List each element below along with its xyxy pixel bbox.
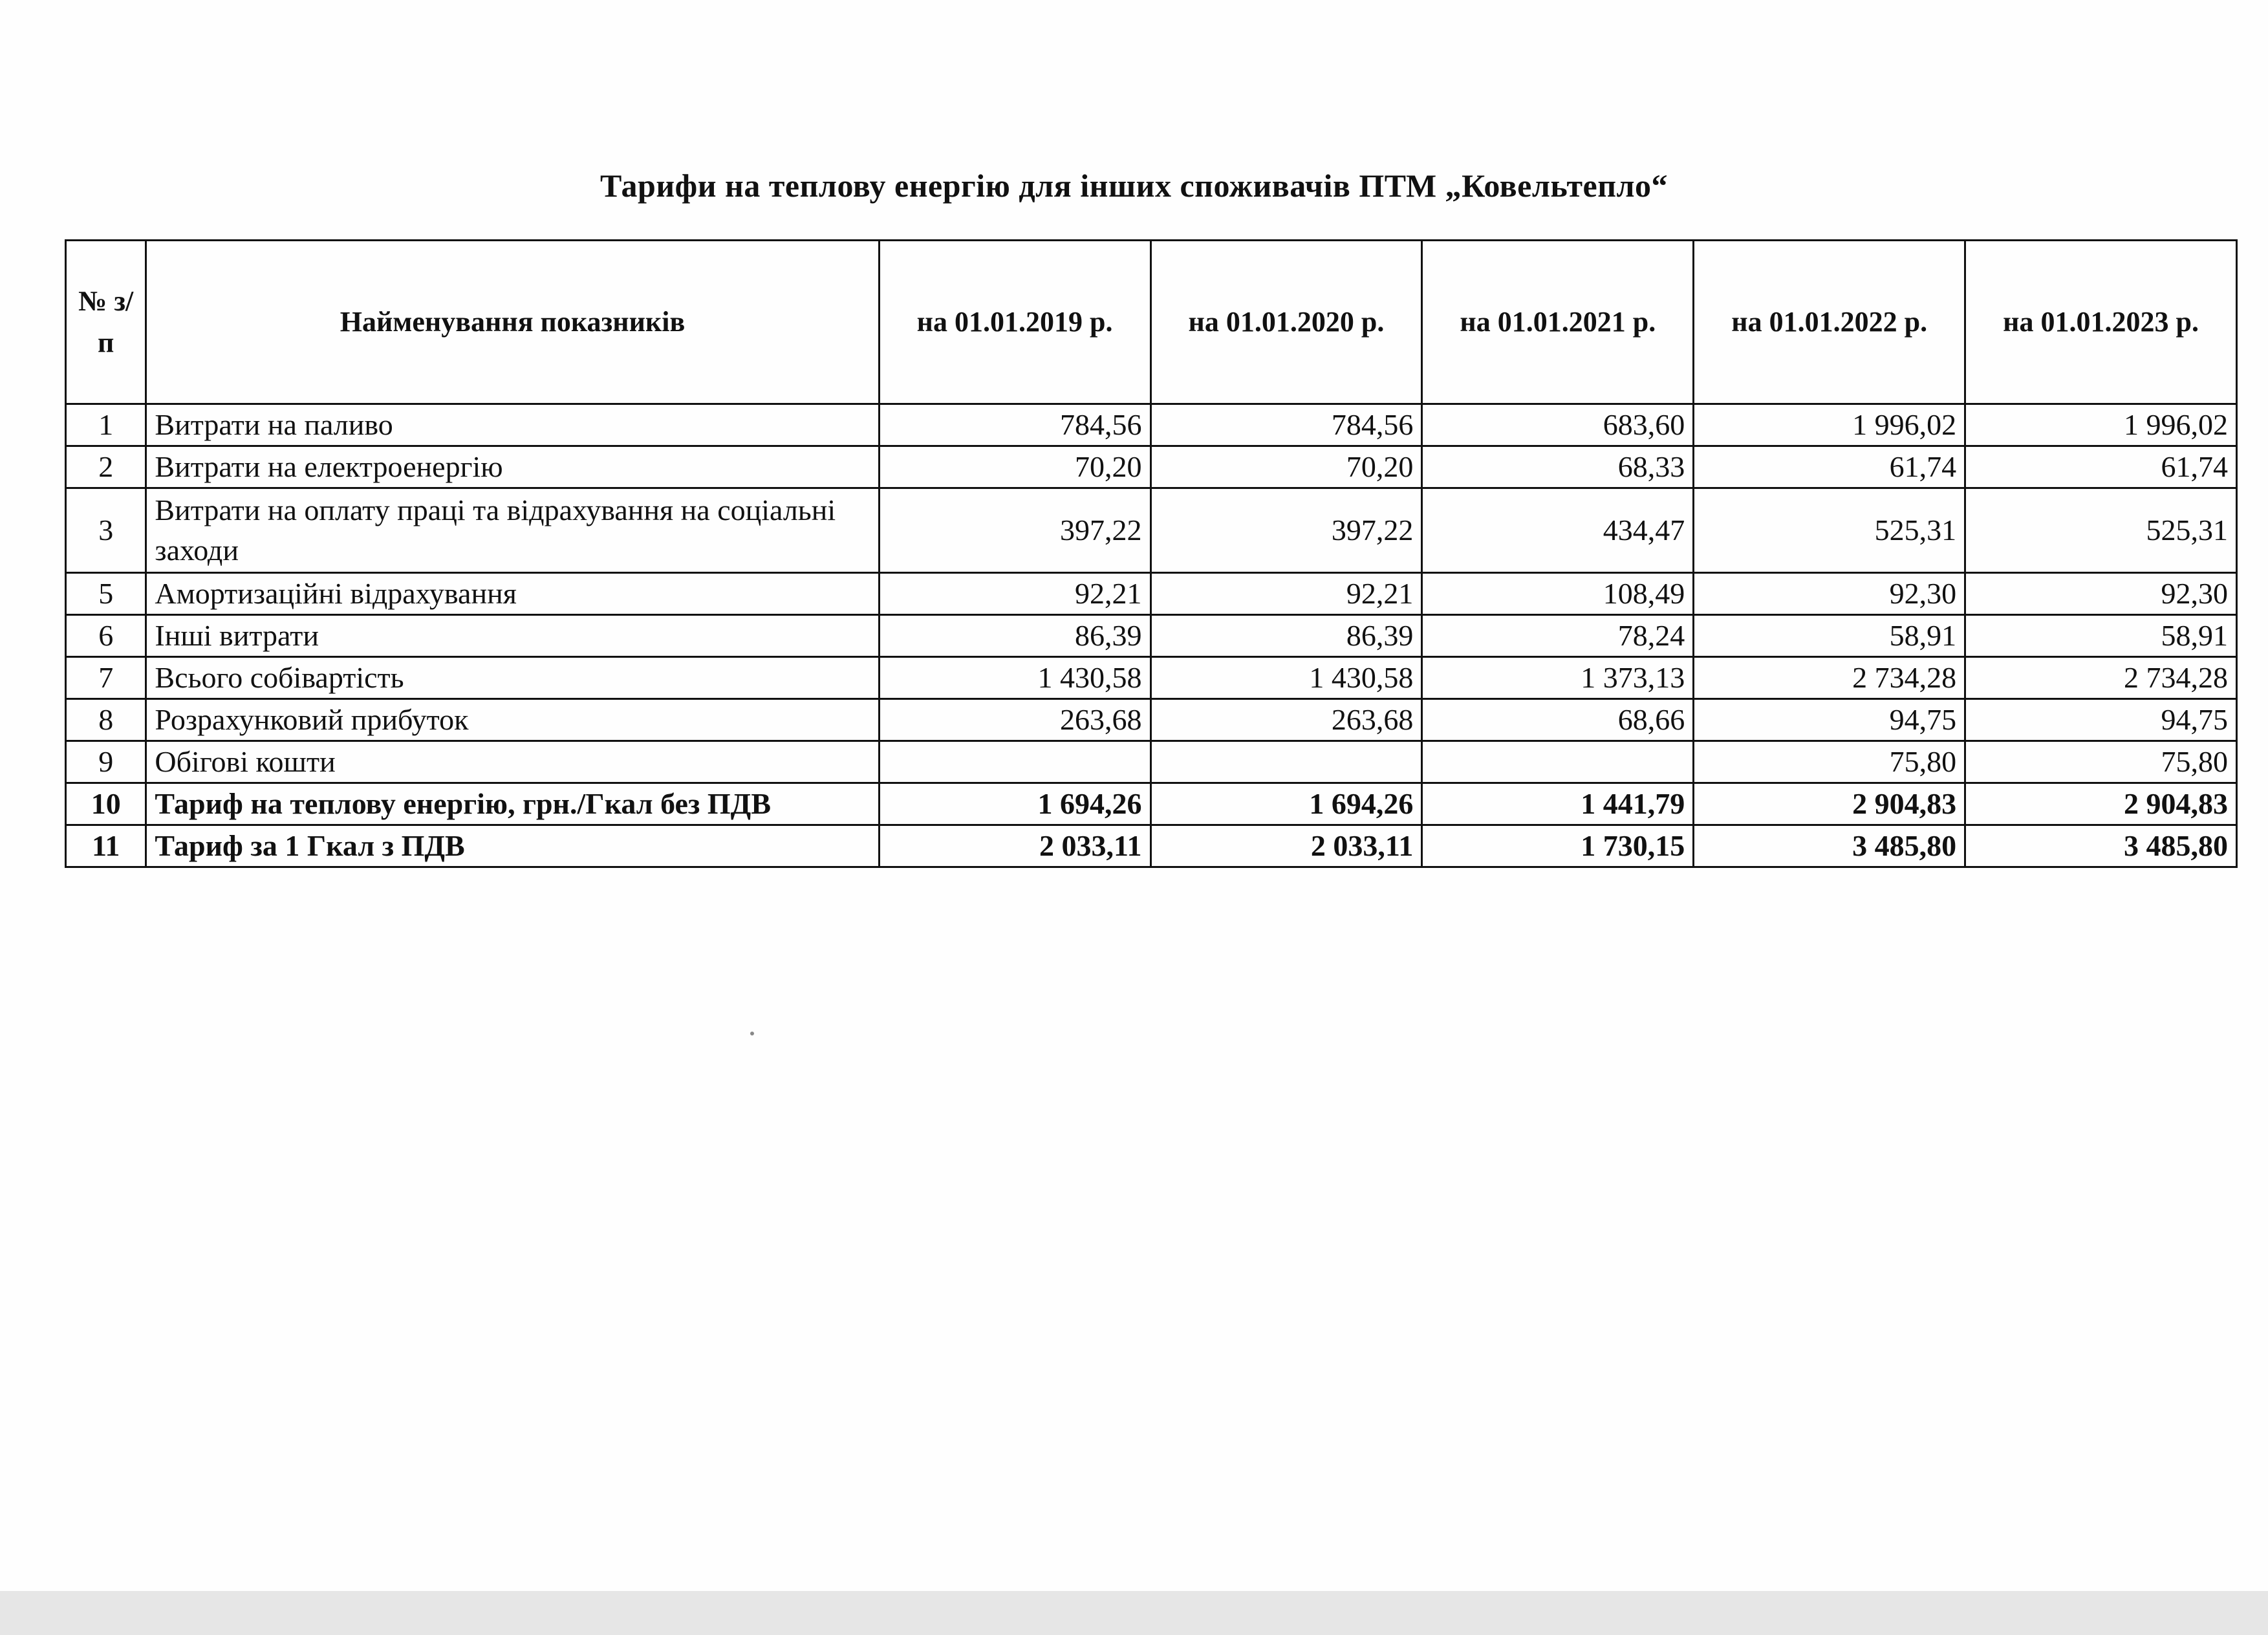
- header-indicator-name: Найменування показників: [146, 241, 879, 404]
- value-cell: 784,56: [879, 404, 1150, 446]
- row-name: Витрати на оплату праці та відрахування на соціальні заходи: [146, 488, 879, 573]
- value-cell: 525,31: [1965, 488, 2237, 573]
- scan-speck: [750, 1032, 754, 1035]
- row-number: 5: [66, 573, 146, 615]
- row-name: Витрати на паливо: [146, 404, 879, 446]
- value-cell: 2 734,28: [1965, 657, 2237, 699]
- value-cell: 1 373,13: [1422, 657, 1694, 699]
- value-cell: [1150, 741, 1422, 783]
- table-header-row: [66, 241, 2237, 404]
- row-number: 6: [66, 615, 146, 657]
- value-cell: 61,74: [1965, 446, 2237, 488]
- value-cell: 1 694,26: [1150, 783, 1422, 825]
- value-cell: 1 996,02: [1694, 404, 1965, 446]
- value-cell: 86,39: [879, 615, 1150, 657]
- table-row: [66, 488, 2237, 573]
- document-title: Тарифи на теплову енергію для інших споживачів ПТМ „Ковельтепло“: [599, 168, 1669, 204]
- value-cell: 3 485,80: [1694, 825, 1965, 867]
- header-year-2023: на 01.01.2023 р.: [1965, 241, 2237, 404]
- value-cell: 2 904,83: [1694, 783, 1965, 825]
- table-row: [66, 657, 2237, 699]
- value-cell: 1 430,58: [879, 657, 1150, 699]
- value-cell: 108,49: [1422, 573, 1694, 615]
- value-cell: 1 996,02: [1965, 404, 2237, 446]
- header-year-2019: на 01.01.2019 р.: [879, 241, 1150, 404]
- value-cell: 683,60: [1422, 404, 1694, 446]
- value-cell: 2 033,11: [879, 825, 1150, 867]
- row-number: 11: [66, 825, 146, 867]
- row-name: Амортизаційні відрахування: [146, 573, 879, 615]
- value-cell: 92,21: [1150, 573, 1422, 615]
- value-cell: 58,91: [1694, 615, 1965, 657]
- table-row: [66, 699, 2237, 741]
- value-cell: 70,20: [879, 446, 1150, 488]
- value-cell: 263,68: [1150, 699, 1422, 741]
- table-row: [66, 404, 2237, 446]
- value-cell: 2 734,28: [1694, 657, 1965, 699]
- table-row: [66, 825, 2237, 867]
- row-name: Інші витрати: [146, 615, 879, 657]
- value-cell: 397,22: [879, 488, 1150, 573]
- value-cell: 75,80: [1965, 741, 2237, 783]
- value-cell: 1 694,26: [879, 783, 1150, 825]
- row-name: Тариф на теплову енергію, грн./Гкал без ПДВ: [146, 783, 879, 825]
- header-year-2020: на 01.01.2020 р.: [1150, 241, 1422, 404]
- row-number: 2: [66, 446, 146, 488]
- row-number: 9: [66, 741, 146, 783]
- value-cell: 525,31: [1694, 488, 1965, 573]
- row-name: Розрахунковий прибуток: [146, 699, 879, 741]
- row-name: Обігові кошти: [146, 741, 879, 783]
- header-year-2022: на 01.01.2022 р.: [1694, 241, 1965, 404]
- table-row: [66, 741, 2237, 783]
- value-cell: 70,20: [1150, 446, 1422, 488]
- value-cell: 1 441,79: [1422, 783, 1694, 825]
- value-cell: 78,24: [1422, 615, 1694, 657]
- value-cell: 61,74: [1694, 446, 1965, 488]
- table-row: [66, 783, 2237, 825]
- value-cell: 2 033,11: [1150, 825, 1422, 867]
- row-name: Тариф за 1 Гкал з ПДВ: [146, 825, 879, 867]
- header-year-2021: на 01.01.2021 р.: [1422, 241, 1694, 404]
- value-cell: 397,22: [1150, 488, 1422, 573]
- value-cell: 75,80: [1694, 741, 1965, 783]
- table-row: [66, 446, 2237, 488]
- row-name: Витрати на електроенергію: [146, 446, 879, 488]
- row-name: Всього собівартість: [146, 657, 879, 699]
- header-number: № з/п: [66, 241, 146, 404]
- value-cell: 58,91: [1965, 615, 2237, 657]
- tariffs-table: [65, 239, 2238, 868]
- value-cell: 92,30: [1694, 573, 1965, 615]
- value-cell: 86,39: [1150, 615, 1422, 657]
- scan-bottom-edge: [0, 1591, 2268, 1635]
- value-cell: 1 430,58: [1150, 657, 1422, 699]
- value-cell: [879, 741, 1150, 783]
- row-number: 1: [66, 404, 146, 446]
- value-cell: 1 730,15: [1422, 825, 1694, 867]
- row-number: 8: [66, 699, 146, 741]
- value-cell: 263,68: [879, 699, 1150, 741]
- value-cell: 92,30: [1965, 573, 2237, 615]
- value-cell: 3 485,80: [1965, 825, 2237, 867]
- value-cell: 94,75: [1965, 699, 2237, 741]
- value-cell: 68,33: [1422, 446, 1694, 488]
- value-cell: 92,21: [879, 573, 1150, 615]
- value-cell: 434,47: [1422, 488, 1694, 573]
- value-cell: 2 904,83: [1965, 783, 2237, 825]
- table-row: [66, 615, 2237, 657]
- row-number: 7: [66, 657, 146, 699]
- row-number: 10: [66, 783, 146, 825]
- value-cell: [1422, 741, 1694, 783]
- value-cell: 784,56: [1150, 404, 1422, 446]
- value-cell: 68,66: [1422, 699, 1694, 741]
- table-row: [66, 573, 2237, 615]
- value-cell: 94,75: [1694, 699, 1965, 741]
- row-number: 3: [66, 488, 146, 573]
